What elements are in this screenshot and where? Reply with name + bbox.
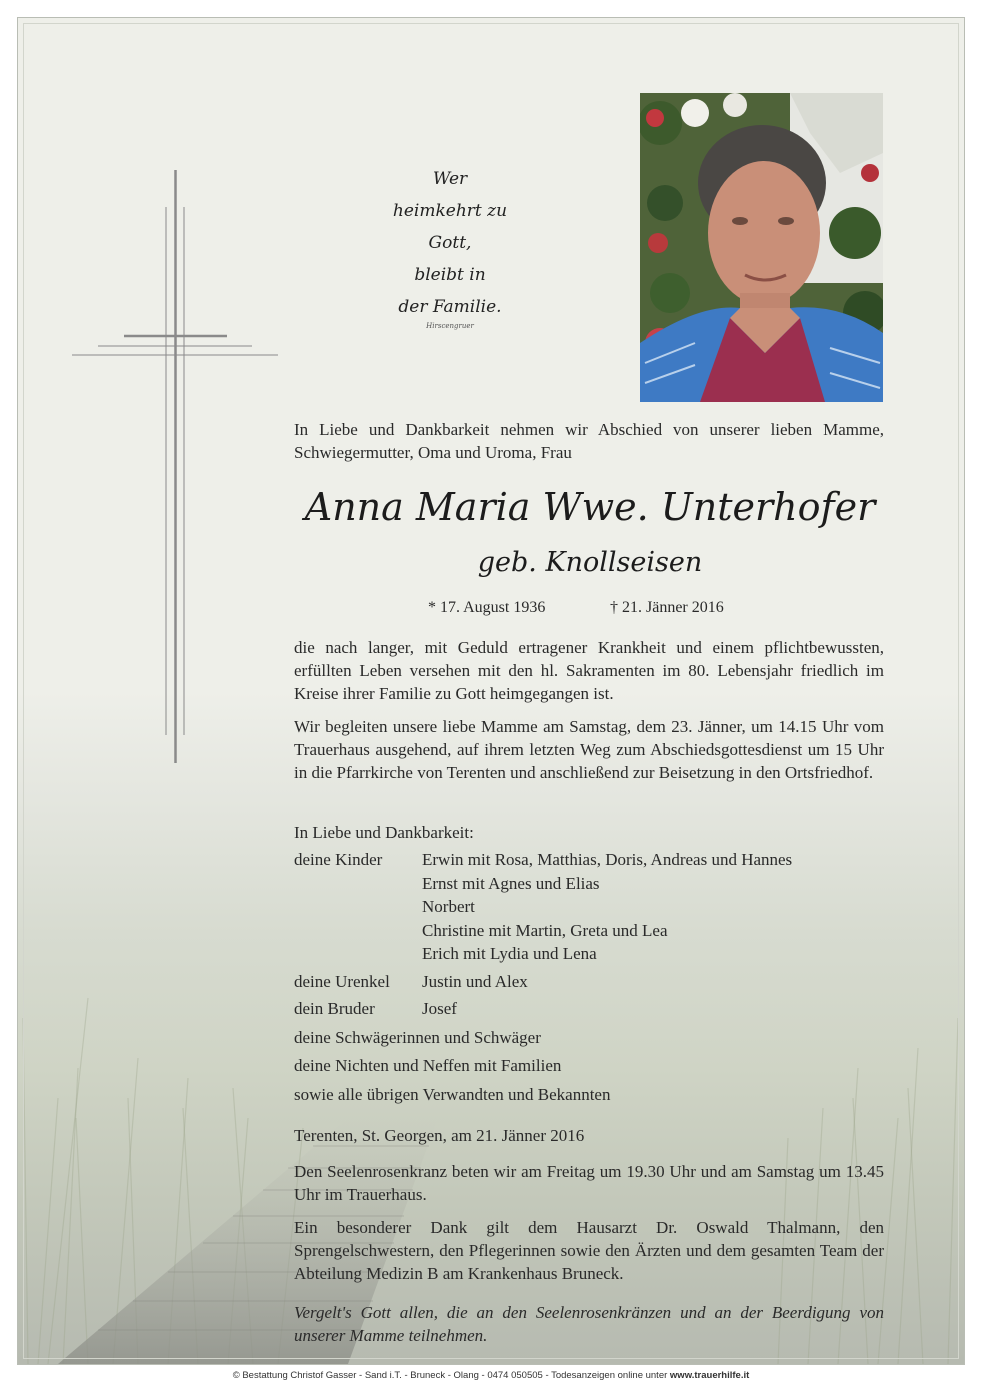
paragraph-thanks: Ein besonderer Dank gilt dem Hausarzt Dr. Oswald Thalmann, den Sprengelschwestern, den Pflegerinnen sowie den Ärzten und dem gesamten Team der Abteilung Medizin B am Krankenhaus Bruneck. bbox=[294, 1218, 884, 1283]
portrait-photo bbox=[640, 93, 883, 402]
closing-text: Vergelt's Gott allen, die an den Seelenrosenkränzen und an der Beerdigung von unserer Mamme teilnehmen. bbox=[294, 1303, 884, 1345]
family-role: dein Bruder bbox=[294, 999, 375, 1018]
quote-line: Gott, bbox=[428, 233, 472, 253]
paragraph-illness: die nach langer, mit Geduld ertragener Krankheit und einem pflichtbewussten, erfüllten Leben versehen mit den hl. Sakramenten im 80. Lebensjahr friedlich im Kreise ihrer Familie zu Gott heimgegangen ist. bbox=[294, 638, 884, 703]
family-others: sowie alle übrigen Verwandten und Bekannten bbox=[294, 1084, 611, 1104]
family-row-brother bbox=[294, 997, 894, 1021]
family-member: Justin und Alex bbox=[422, 971, 528, 991]
thanks-heading: In Liebe und Dankbarkeit: bbox=[294, 823, 474, 842]
place-date: Terenten, St. Georgen, am 21. Jänner 2016 bbox=[294, 1126, 585, 1145]
birth-date: * 17. August 1936 bbox=[428, 599, 546, 616]
family-member: Christine mit Martin, Greta und Lea bbox=[422, 920, 668, 940]
family-row-greatgrandchildren bbox=[294, 970, 894, 994]
footer bbox=[0, 1370, 982, 1381]
paragraph-funeral: Wir begleiten unsere liebe Mamme am Samstag, dem 23. Jänner, um 14.15 Uhr vom Trauerhaus ausgehend, auf ihrem letzten Weg zum Abschiedsgottesdienst um 15 Uhr in die Pfarrkirche von Terenten und anschließend zur Beisetzung in den Ortsfriedhof. bbox=[294, 717, 884, 782]
intro-text: In Liebe und Dankbarkeit nehmen wir Abschied von unserer lieben Mamme, Schwiegermutter, Oma und Uroma, Frau bbox=[294, 420, 884, 462]
family-member: Erwin mit Rosa, Matthias, Doris, Andreas und Hannes bbox=[422, 850, 793, 869]
quote-author: Hirscengruer bbox=[426, 322, 474, 330]
quote-line: der Familie. bbox=[398, 297, 502, 317]
quote-line: Wer bbox=[432, 169, 468, 189]
birth-name: geb. Knollseisen bbox=[477, 547, 703, 578]
paragraph-rosary: Den Seelenrosenkranz beten wir am Freitag um 19.30 Uhr und am Samstag um 13.45 Uhr im Trauerhaus. bbox=[294, 1162, 884, 1204]
portrait-image bbox=[640, 93, 883, 402]
family-member: Josef bbox=[422, 999, 457, 1018]
footer-link[interactable]: www.trauerhilfe.it bbox=[669, 1370, 750, 1381]
quote-line: bleibt in bbox=[414, 265, 486, 285]
family-member: Ernst mit Agnes und Elias bbox=[422, 873, 600, 893]
family-member: Erich mit Lydia und Lena bbox=[422, 944, 597, 963]
family-row-children bbox=[294, 848, 894, 966]
family-member: Norbert bbox=[422, 897, 475, 916]
family-list bbox=[294, 848, 894, 1106]
quote-line: heimkehrt zu bbox=[392, 201, 508, 221]
footer-text: © Bestattung Christof Gasser - Sand i.T. - Bruneck - Olang - 0474 050505 - Todesanzeigen online unter bbox=[232, 1370, 668, 1381]
deceased-name: Anna Maria Wwe. Unterhofer bbox=[304, 485, 876, 529]
death-date: † 21. Jänner 2016 bbox=[610, 599, 724, 616]
family-nieces: deine Nichten und Neffen mit Familien bbox=[294, 1056, 562, 1075]
family-inlaws: deine Schwägerinnen und Schwäger bbox=[294, 1027, 541, 1047]
quote bbox=[360, 163, 540, 323]
family-role: deine Kinder bbox=[294, 850, 383, 869]
family-role: deine Urenkel bbox=[294, 971, 390, 991]
